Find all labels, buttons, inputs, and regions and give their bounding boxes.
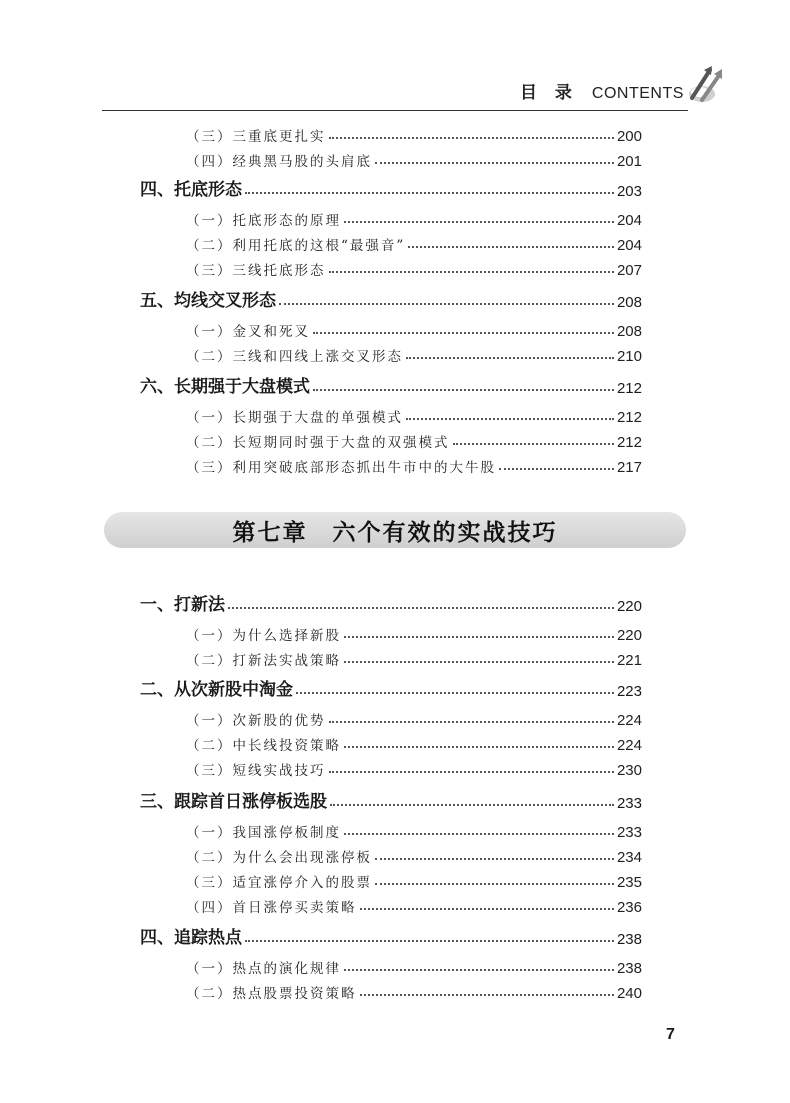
toc-entry-page: 208: [616, 294, 642, 311]
toc-subsection: [186, 955, 642, 977]
toc-entry-title: 四、追踪热点: [140, 928, 242, 948]
toc-entry-page: 212: [616, 409, 642, 426]
dot-leader: [344, 745, 614, 748]
toc-entry-page: 210: [616, 348, 642, 365]
page-number: 7: [666, 1026, 675, 1043]
header-title: [520, 78, 684, 103]
dot-leader: [313, 388, 614, 391]
toc-subsection: [186, 148, 642, 170]
toc-entry-page: 224: [616, 712, 642, 729]
dot-leader: [344, 660, 614, 663]
toc-subsection: [186, 343, 642, 365]
toc-subsection: [186, 232, 642, 254]
toc-entry-title: （二）热点股票投资策略: [186, 986, 357, 1002]
toc-entry-title: （三）短线实战技巧: [186, 763, 326, 779]
toc-subsection: [186, 429, 642, 451]
toc-entry-title: （二）中长线投资策略: [186, 738, 341, 754]
dot-leader: [344, 832, 614, 835]
toc-section: [140, 591, 642, 615]
toc-subsection: [186, 123, 642, 145]
running-header: [520, 74, 730, 114]
toc-entry-page: 204: [616, 237, 642, 254]
dot-leader: [375, 882, 614, 885]
toc-entry-title: （二）为什么会出现涨停板: [186, 850, 372, 866]
toc-entry-title: （三）利用突破底部形态抓出牛市中的大牛股: [186, 460, 496, 476]
toc-subsection: [186, 844, 642, 866]
dot-leader: [313, 331, 614, 334]
toc-entry-title: （一）金叉和死叉: [186, 324, 310, 340]
toc-entry-page: 233: [616, 795, 642, 812]
toc-entry-page: 212: [616, 434, 642, 451]
toc-entry-page: 203: [616, 183, 642, 200]
dot-leader: [329, 270, 614, 273]
toc-subsection: [186, 622, 642, 644]
toc-section: [140, 924, 642, 948]
toc-entry-page: 201: [616, 153, 642, 170]
toc-entry-title: 二、从次新股中淘金: [140, 680, 293, 700]
toc-entry-title: 四、托底形态: [140, 180, 242, 200]
toc-section: [140, 176, 642, 200]
toc-entry-page: 224: [616, 737, 642, 754]
toc-subsection: [186, 404, 642, 426]
chapter-banner: [104, 512, 686, 548]
dot-leader: [406, 417, 614, 420]
toc-entry-title: （一）为什么选择新股: [186, 628, 341, 644]
dot-leader: [344, 635, 614, 638]
dot-leader: [228, 606, 614, 609]
toc-entry-title: （三）适宜涨停介入的股票: [186, 875, 372, 891]
dot-leader: [360, 993, 614, 996]
toc-entry-title: （一）次新股的优势: [186, 713, 326, 729]
dot-leader: [344, 968, 614, 971]
toc-subsection: [186, 207, 642, 229]
chapter-title: 第七章 六个有效的实战技巧: [232, 518, 558, 546]
toc-entry-page: 208: [616, 323, 642, 340]
toc-entry-page: 212: [616, 380, 642, 397]
dot-leader: [499, 467, 614, 470]
toc-entry-page: 238: [616, 931, 642, 948]
toc-entry-page: 238: [616, 960, 642, 977]
header-rule: [102, 110, 688, 111]
toc-section: [140, 788, 642, 812]
toc-subsection: [186, 980, 642, 1002]
header-title-en: CONTENTS: [591, 85, 684, 102]
dot-leader: [360, 907, 614, 910]
toc-entry-page: 207: [616, 262, 642, 279]
toc-subsection: [186, 647, 642, 669]
toc-entry-title: （一）托底形态的原理: [186, 213, 341, 229]
toc-subsection: [186, 707, 642, 729]
dot-leader: [453, 442, 614, 445]
toc-entry-page: 233: [616, 824, 642, 841]
dot-leader: [329, 720, 614, 723]
dot-leader: [375, 857, 614, 860]
toc-entry-page: 220: [616, 598, 642, 615]
dot-leader: [245, 191, 614, 194]
toc-entry-title: （三）三线托底形态: [186, 263, 326, 279]
toc-entry-title: （二）利用托底的这根“最强音”: [186, 238, 406, 254]
toc-subsection: [186, 732, 642, 754]
toc-entry-title: （四）首日涨停买卖策略: [186, 900, 357, 916]
toc-subsection: [186, 869, 642, 891]
dot-leader: [296, 691, 614, 694]
toc-entry-title: 三、跟踪首日涨停板选股: [140, 792, 327, 812]
toc-section: [140, 287, 642, 311]
toc-entry-title: 一、打新法: [140, 595, 225, 615]
toc-entry-page: 240: [616, 985, 642, 1002]
dot-leader: [330, 803, 614, 806]
toc-entry-page: 223: [616, 683, 642, 700]
toc-subsection: [186, 318, 642, 340]
toc-entry-title: （三）三重底更扎实: [186, 129, 326, 145]
toc-entry-page: 217: [616, 459, 642, 476]
toc-subsection: [186, 454, 642, 476]
toc-entry-title: （一）我国涨停板制度: [186, 825, 341, 841]
toc-entry-page: 221: [616, 652, 642, 669]
toc-subsection: [186, 894, 642, 916]
dot-leader: [245, 939, 614, 942]
toc-entry-title: （四）经典黑马股的头肩底: [186, 154, 372, 170]
dot-leader: [344, 220, 614, 223]
toc-entry-title: （二）三线和四线上涨交叉形态: [186, 349, 403, 365]
toc-subsection: [186, 757, 642, 779]
toc-entry-page: 220: [616, 627, 642, 644]
header-title-zh: 目 录: [520, 83, 578, 103]
dot-leader: [408, 245, 614, 248]
toc-entry-page: 230: [616, 762, 642, 779]
toc-subsection: [186, 819, 642, 841]
toc-section: [140, 373, 642, 397]
toc-entry-page: 204: [616, 212, 642, 229]
toc-subsection: [186, 257, 642, 279]
dot-leader: [329, 770, 614, 773]
up-arrows-icon: [680, 58, 728, 106]
toc-entry-title: （二）长短期同时强于大盘的双强模式: [186, 435, 450, 451]
dot-leader: [375, 161, 614, 164]
dot-leader: [406, 356, 614, 359]
toc-entry-title: （一）热点的演化规律: [186, 961, 341, 977]
toc-entry-page: 236: [616, 899, 642, 916]
dot-leader: [279, 302, 614, 305]
toc-entry-page: 235: [616, 874, 642, 891]
toc-entry-title: （一）长期强于大盘的单强模式: [186, 410, 403, 426]
dot-leader: [329, 136, 614, 139]
toc-entry-title: 六、长期强于大盘模式: [140, 377, 310, 397]
toc-entry-title: 五、均线交叉形态: [140, 291, 276, 311]
toc-entry-page: 234: [616, 849, 642, 866]
toc-entry-page: 200: [616, 128, 642, 145]
toc-section: [140, 676, 642, 700]
toc-entry-title: （二）打新法实战策略: [186, 653, 341, 669]
